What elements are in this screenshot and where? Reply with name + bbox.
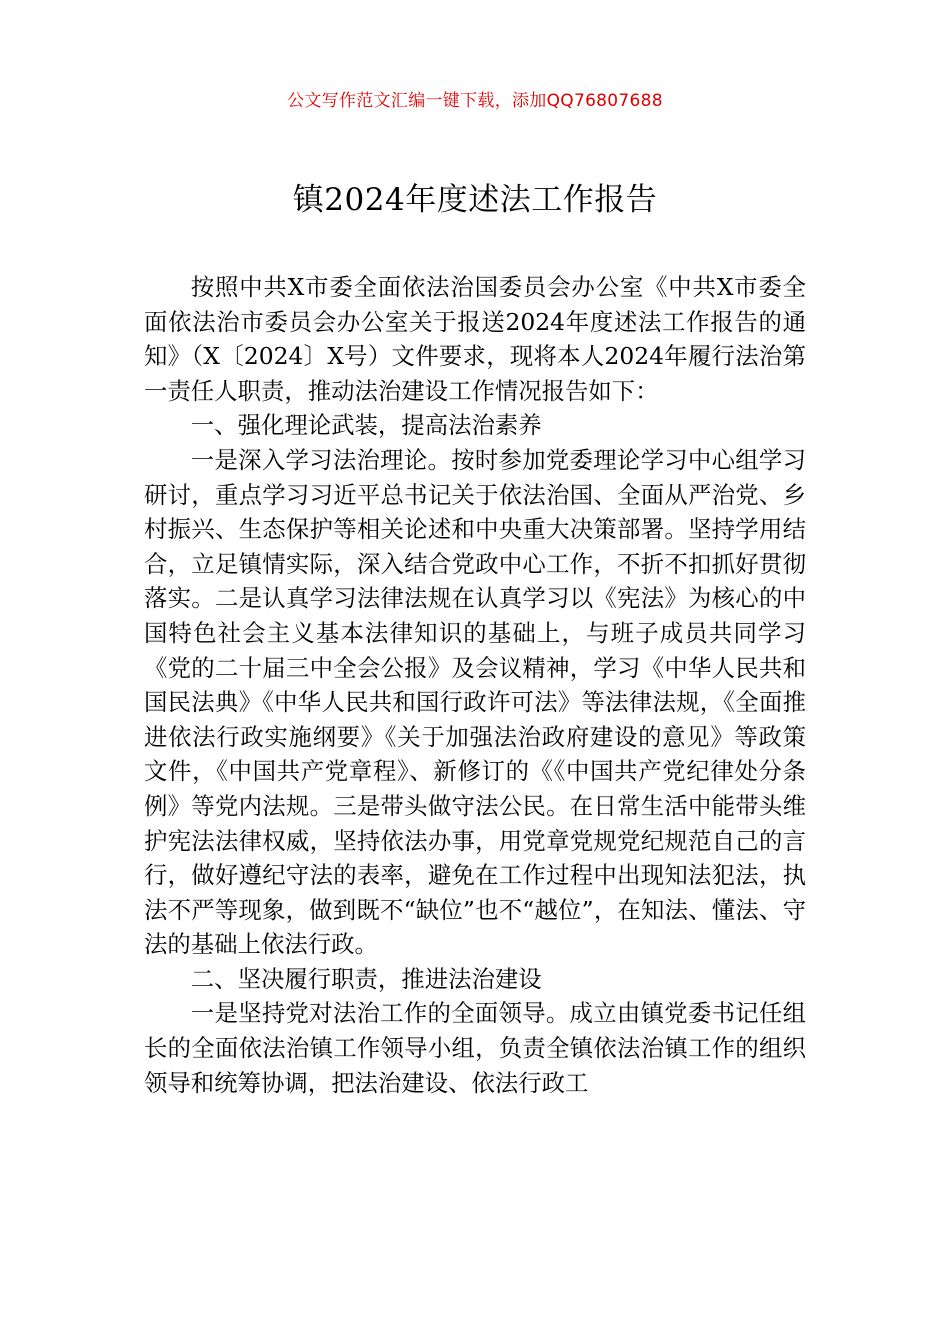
- document-title: 镇2024年度述法工作报告: [292, 182, 658, 218]
- section-2-paragraph: 一是坚持党对法治工作的全面领导。成立由镇党委书记任组长的全面依法治镇工作领导小组，负责全镇依法治镇工作的组织领导和统筹协调，把法治建设、依法行政工: [144, 999, 806, 1097]
- document-body: [144, 270, 806, 1100]
- section-1-paragraph: 一是深入学习法治理论。按时参加党委理论学习中心组学习研讨，重点学习习近平总书记关于依法治国、全面从严治党、乡村振兴、生态保护等相关论述和中央重大决策部署。坚持学用结合，立足镇情实际，深入结合党政中心工作，不折不扣抓好贯彻落实。二是认真学习法律法规在认真学习以《宪法》为核心的中国特色社会主义基本法律知识的基础上，与班子成员共同学习《党的二十届三中全会公报》及会议精神，学习《中华人民共和国民法典》《中华人民共和国行政许可法》等法律法规，《全面推进依法行政实施纲要》《关于加强法治政府建设的意见》等政策文件，《中国共产党章程》、新修订的《《中国共产党纪律处分条例》等党内法规。三是带头做守法公民。在日常生活中能带头维护宪法法律权威，坚持依法办事，用党章党规党纪规范自己的言行，做好遵纪守法的表率，避免在工作过程中出现知法犯法，执法不严等现象，做到既不“缺位”也不“越位”，在知法、懂法、守法的基础上依法行政。: [144, 445, 806, 959]
- section-heading-2: 二、坚决履行职责，推进法治建设: [190, 964, 542, 993]
- section-heading-1: 一、强化理论武装，提高法治素养: [190, 411, 542, 440]
- intro-paragraph: 按照中共X市委全面依法治国委员会办公室《中共X市委全面依法治市委员会办公室关于报送2024年度述法工作报告的通知》（X〔2024〕X号）文件要求，现将本人2024年履行法治第一责任人职责，推动法治建设工作情况报告如下：: [144, 273, 806, 405]
- promo-banner: 公文写作范文汇编一键下载，添加QQ76807688: [287, 91, 663, 111]
